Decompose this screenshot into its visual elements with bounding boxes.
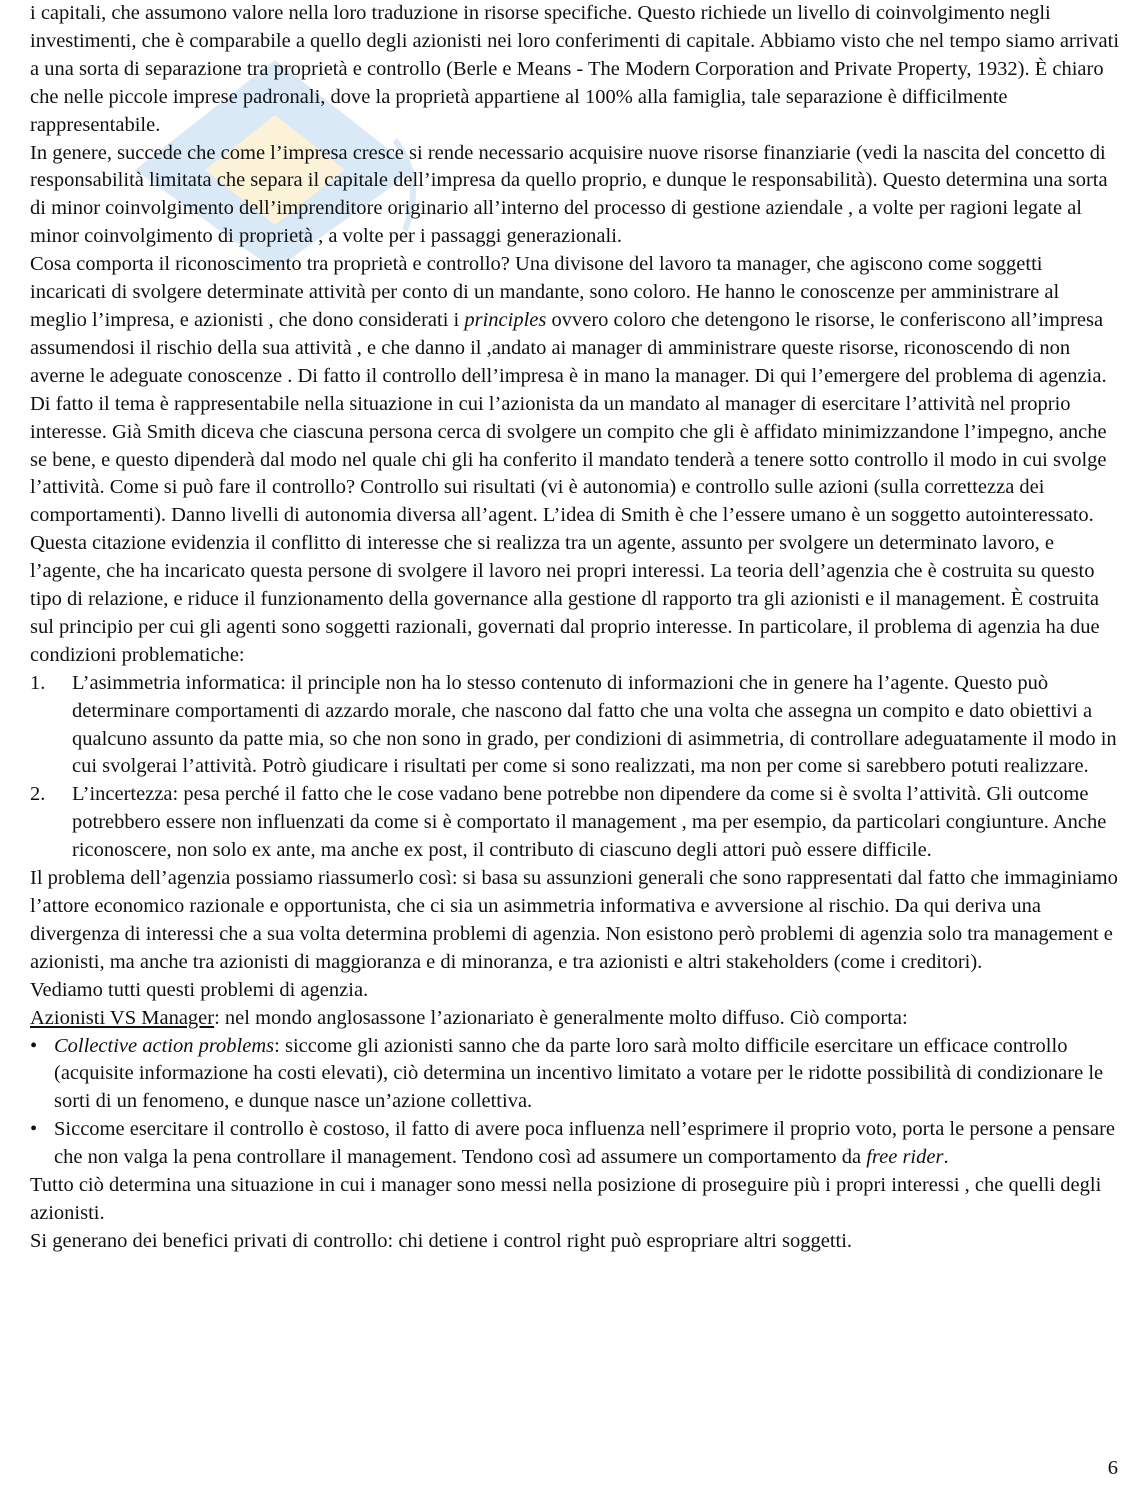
document-page [30, 0, 1120, 1256]
bullet-list [30, 1033, 1120, 1173]
list-item-text-end: . [943, 1146, 949, 1169]
section-heading: Azionisti VS Manager [30, 1006, 215, 1029]
page-number: 6 [1107, 1457, 1118, 1479]
paragraph-tutto-cio: Tutto ciò determina una situazione in cui i manager sono messi nella posizione di proseguire più i propri interessi , che quelli degli azionisti. [30, 1174, 1102, 1224]
list-marker: 1. [30, 671, 46, 694]
italic-term-free-rider: free rider [866, 1146, 944, 1169]
list-item-text: : siccome gli azionisti sanno che da parte loro sarà molto difficile esercitare un efficace controllo (acquisite informazione ha costi elevati), ciò determina un incentivo limitato a votare per le ridotte possibilità di condizionare le sorti di un fenomeno, e dunque nasce un’azione collettiva. [54, 1034, 1104, 1113]
list-item [30, 670, 1120, 782]
paragraph-proprieta-controllo [30, 251, 1120, 670]
list-item-text: L’asimmetria informatica: il principle non ha lo stesso contenuto di informazioni che in genere ha l’agente. Questo può determinare comportamenti di azzardo morale, che nascono dal fatto che una volta che assegna un compito e dato obiettivi a qualcuno assunto da patte mia, so che non sono in grado, per condizioni di asimmetria, di controllare adeguatamente il modo in cui svolgerai l’attività. Potrò giudicare i risultati per come si sono realizzati, ma non per come si sarebbero potuti realizzare. [72, 671, 1117, 778]
paragraph-riassunto-agenzia: Il problema dell’agenzia possiamo riassumerlo così: si basa su assunzioni generali che sono rappresentati dal fatto che immaginiamo l’attore economico razionale e opportunista, che ci sia un asimmetria informativa e avversione al rischio. Da qui deriva una divergenza di interessi che a sua volta determina problemi di agenzia. Non esistono però problemi di agenzia solo tra management e azionisti, ma anche tra azionisti di maggioranza e di minoranza, e tra azionisti e altri stakeholders (come i creditori). [30, 867, 1118, 973]
text-span: ovvero coloro che detengono le risorse, le conferiscono all’impresa assumendosi il rischio della sua attività , e che danno il ,andato ai manager di amministrare queste risorse, riconoscendo di non averne le adeguate conoscenze . Di fatto il controllo dell’impresa è in mano la manager. Di qui l’emergere del problema di agenzia. Di fatto il tema è rappresentabile nella situazione in cui l’azionista da un mandato al manager di esercitare l’attività nel proprio interesse. Già Smith diceva che ciascuna persona cerca di svolgere un compito che gli è affidato minimizzandone l’impegno, anche se bene, e questo dipenderà dal modo nel quale chi gli ha conferito il mandato tenderà a tenere sotto controllo il modo in cui svolge l’attività. Come si può fare il controllo? Controllo sui risultati (vi è autonomia) e controllo sulle azioni (sulla correttezza dei comportamenti). Danno livelli di autonomia diversa all’agent. L’idea di Smith è che l’essere umano è un soggetto autointeressato. Questa citazione evidenzia il conflitto di interesse che si realizza tra un agente, assunto per svolgere un determinato lavoro, e l’agente, che ha incaricato questa persone di svolgere il lavoro nei propri interessi. La teoria dell’agenzia che è costruita su questo tipo di relazione, e riduce il funzionamento della governance alla gestione dl rapporto tra gli azionisti e il management. È costruita sul principio per cui gli agenti sono soggetti razionali, governati dal proprio interesse. In particolare, il problema di agenzia ha due condizioni problematiche: [30, 308, 1107, 666]
list-item-text: L’incertezza: pesa perché il fatto che le cose vadano bene potrebbe non dipendere da come si è svolta l’attività. Gli outcome potrebbero essere non influenzati da come si è comportato il management , ma per esempio, da particolari congiunture. Anche riconoscere, non solo ex ante, ma anche ex post, il contributo di ciascuno degli attori può essere difficile. [72, 783, 1107, 862]
text-span: Cosa comporta il riconoscimento tra proprietà e controllo? Una divisone del lavoro ta manager, che agiscono come soggetti incaricati di svolgere determinate attività per conto di un mandante, sono coloro. He hanno le conoscenze per amministrare al meglio l’impresa, e azionisti , che dono considerati i [30, 253, 1060, 331]
list-item [30, 1116, 1120, 1172]
list-item [30, 1033, 1120, 1117]
list-marker: 2. [30, 783, 46, 806]
bullet-marker: • [30, 1118, 38, 1141]
list-item-text: Siccome esercitare il controllo è costoso, il fatto di avere poca influenza nell’esprimere il proprio voto, porta le persone a pensare che non valga la pena controllare il management. Tendono così ad assumere un comportamento da [54, 1118, 1116, 1169]
italic-term-collective-action: Collective action problems [54, 1034, 275, 1057]
section-text: : nel mondo anglosassone l’azionariato è generalmente molto diffuso. Ciò comporta: [214, 1006, 908, 1029]
paragraph-vediamo: Vediamo tutti questi problemi di agenzia. [30, 978, 369, 1001]
paragraph-capitali: i capitali, che assumono valore nella loro traduzione in risorse specifiche. Questo richiede un livello di coinvolgimento negli investimenti, che è comparabile a quello degli azionisti nei loro conferimenti di capitale. Abbiamo visto che nel tempo siamo arrivati a una sorta di separazione tra proprietà e controllo (Berle e Means - The Modern Corporation and Private Property, 1932). È chiaro che nelle piccole imprese padronali, dove la proprietà appartiene al 100% alla famiglia, tale separazione è difficilmente rappresentabile. [30, 2, 1120, 136]
paragraph-benefici-privati: Si generano dei benefici privati di controllo: chi detiene i control right può espropriare altri soggetti. [30, 1229, 853, 1252]
bullet-marker: • [30, 1034, 38, 1057]
list-item [30, 781, 1120, 865]
italic-term-principles: principles [464, 308, 547, 331]
numbered-list [30, 670, 1120, 865]
section-azionisti-vs-manager [30, 1005, 1120, 1033]
paragraph-impresa-cresce: In genere, succede che come l’impresa cresce si rende necessario acquisire nuove risorse finanziarie (vedi la nascita del concetto di responsabilità limitata che separa il capitale dell’impresa da quello proprio, e dunque le responsabilità). Questo determina una sorta di minor coinvolgimento dell’imprenditore originario all’interno del processo di gestione aziendale , a volte per ragioni legate al minor coinvolgimento di proprietà , a volte per i passaggi generazionali. [30, 141, 1108, 248]
